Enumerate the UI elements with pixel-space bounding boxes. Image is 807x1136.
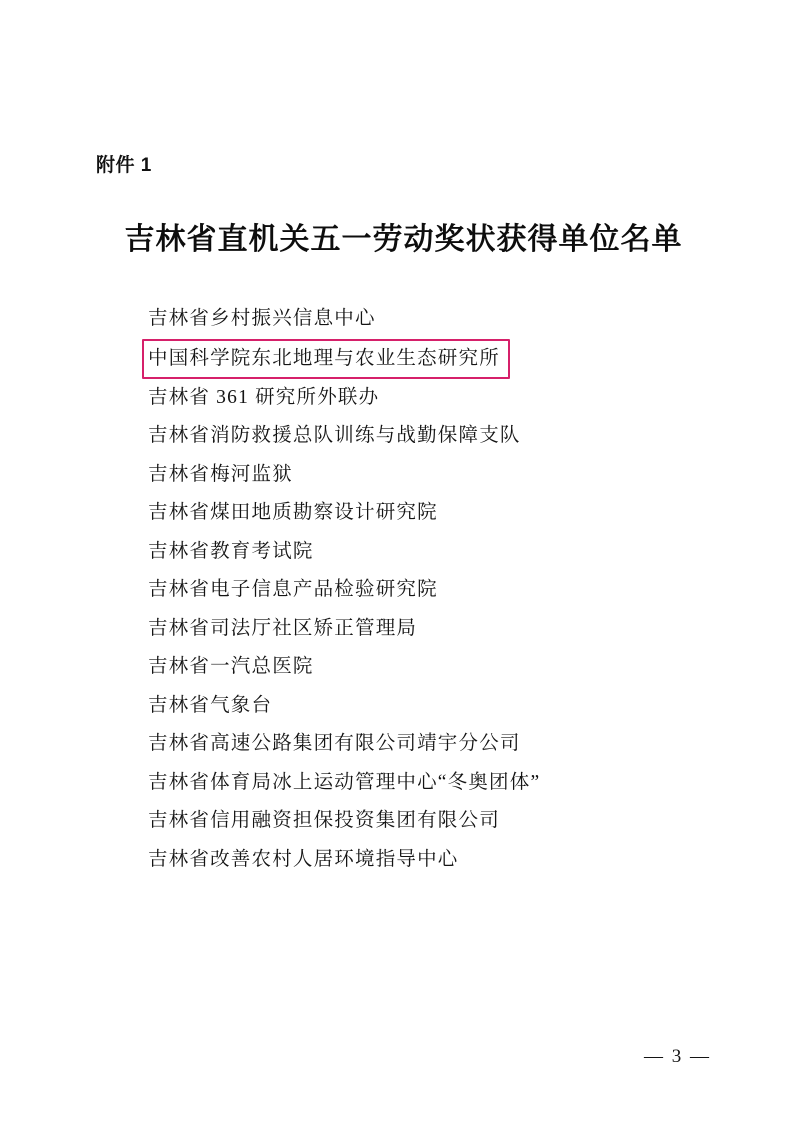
list-item (148, 687, 748, 726)
list-item (148, 300, 748, 339)
list-item (148, 571, 748, 610)
unit-name: 吉林省改善农村人居环境指导中心 (148, 848, 459, 870)
unit-name: 吉林省煤田地质勘察设计研究院 (148, 502, 438, 523)
unit-name: 吉林省 361 研究所外联办 (148, 386, 380, 408)
unit-name: 吉林省司法厅社区矫正管理局 (148, 617, 418, 639)
list-item (148, 841, 748, 880)
unit-name: 吉林省气象台 (148, 694, 273, 716)
list-item (148, 725, 748, 764)
unit-name: 吉林省一汽总医院 (148, 656, 314, 677)
unit-name: 吉林省乡村振兴信息中心 (148, 308, 376, 329)
page-number: — 3 — (644, 1046, 711, 1067)
unit-name: 吉林省信用融资担保投资集团有限公司 (148, 810, 500, 831)
list-item (148, 417, 748, 456)
list-item (148, 339, 748, 379)
list-item (148, 533, 748, 572)
list-item (148, 494, 748, 533)
list-item (148, 456, 748, 495)
page-title: 吉林省直机关五一劳动奖状获得单位名单 (124, 223, 683, 256)
highlighted-unit-name: 中国科学院东北地理与农业生态研究所 (142, 339, 510, 379)
list-item (148, 802, 748, 841)
unit-name: 吉林省消防救援总队训练与战勤保障支队 (148, 425, 521, 446)
unit-name: 吉林省教育考试院 (148, 540, 314, 562)
list-item (148, 379, 748, 418)
unit-name: 吉林省体育局冰上运动管理中心“冬奥团体” (148, 771, 541, 793)
list-item (148, 764, 748, 803)
unit-name: 吉林省高速公路集团有限公司靖宇分公司 (148, 733, 521, 754)
unit-name: 吉林省梅河监狱 (148, 463, 293, 485)
award-unit-list (148, 300, 748, 879)
attachment-label: 附件 1 (96, 155, 152, 176)
list-item (148, 648, 748, 687)
list-item (148, 610, 748, 649)
unit-name: 吉林省电子信息产品检验研究院 (148, 579, 438, 600)
